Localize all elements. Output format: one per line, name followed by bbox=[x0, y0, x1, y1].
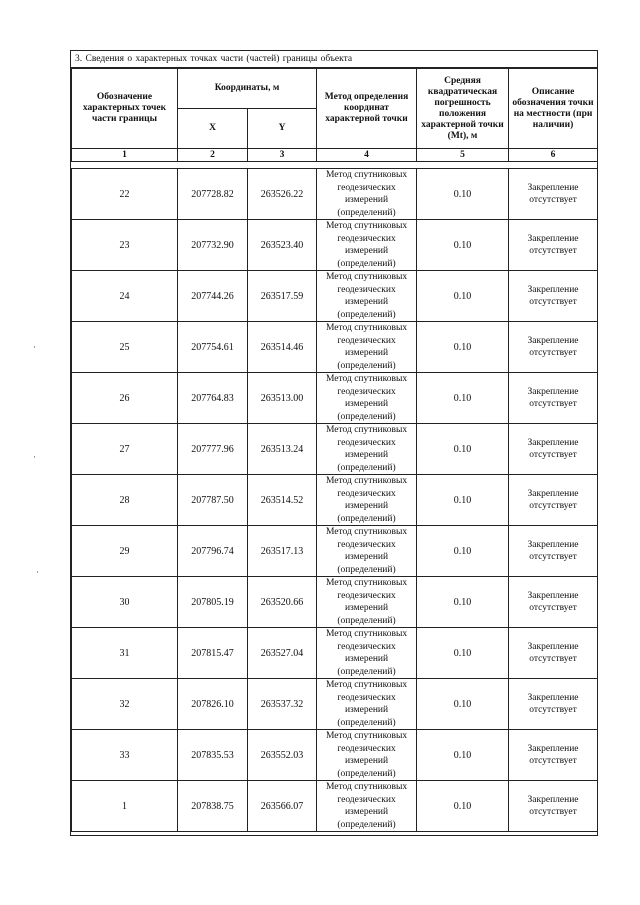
cell-y: 263537.32 bbox=[248, 679, 317, 730]
document-sheet bbox=[70, 50, 598, 836]
cell-description: Закрепление отсутствует bbox=[509, 628, 598, 679]
header-coordinates: Координаты, м bbox=[178, 69, 317, 109]
cell-point: 29 bbox=[72, 526, 178, 577]
cell-x: 207805.19 bbox=[178, 577, 248, 628]
cell-method: Метод спутниковых геодезических измерений (определений) bbox=[317, 424, 417, 475]
cell-method: Метод спутниковых геодезических измерений (определений) bbox=[317, 526, 417, 577]
table-row bbox=[72, 373, 598, 424]
header-description: Описание обозначения точки на местности (при наличии) bbox=[509, 69, 598, 149]
cell-error: 0.10 bbox=[417, 781, 509, 832]
cell-y: 263513.24 bbox=[248, 424, 317, 475]
column-number: 2 bbox=[178, 149, 248, 162]
column-number: 1 bbox=[72, 149, 178, 162]
margin-mark: · bbox=[33, 452, 36, 462]
table-row bbox=[72, 424, 598, 475]
cell-y: 263552.03 bbox=[248, 730, 317, 781]
cell-point: 28 bbox=[72, 475, 178, 526]
cell-description: Закрепление отсутствует bbox=[509, 679, 598, 730]
cell-error: 0.10 bbox=[417, 679, 509, 730]
margin-mark: · bbox=[33, 342, 36, 352]
cell-description: Закрепление отсутствует bbox=[509, 424, 598, 475]
header-designation: Обозначение характерных точек части границы bbox=[72, 69, 178, 149]
header-x: X bbox=[178, 109, 248, 149]
cell-error: 0.10 bbox=[417, 169, 509, 220]
cell-error: 0.10 bbox=[417, 424, 509, 475]
table-row bbox=[72, 169, 598, 220]
cell-point: 23 bbox=[72, 220, 178, 271]
cell-point: 26 bbox=[72, 373, 178, 424]
column-number: 4 bbox=[317, 149, 417, 162]
cell-description: Закрепление отсутствует bbox=[509, 271, 598, 322]
table-row bbox=[72, 220, 598, 271]
cell-error: 0.10 bbox=[417, 628, 509, 679]
section-caption: 3. Сведения о характерных точках части (частей) границы объекта bbox=[71, 51, 597, 68]
cell-method: Метод спутниковых геодезических измерений (определений) bbox=[317, 730, 417, 781]
cell-error: 0.10 bbox=[417, 373, 509, 424]
cell-method: Метод спутниковых геодезических измерений (определений) bbox=[317, 628, 417, 679]
cell-point: 33 bbox=[72, 730, 178, 781]
cell-y: 263517.13 bbox=[248, 526, 317, 577]
cell-x: 207754.61 bbox=[178, 322, 248, 373]
cell-method: Метод спутниковых геодезических измерений (определений) bbox=[317, 373, 417, 424]
cell-error: 0.10 bbox=[417, 730, 509, 781]
cell-method: Метод спутниковых геодезических измерений (определений) bbox=[317, 475, 417, 526]
cell-point: 31 bbox=[72, 628, 178, 679]
column-number-row bbox=[72, 149, 598, 162]
cell-method: Метод спутниковых геодезических измерений (определений) bbox=[317, 577, 417, 628]
cell-y: 263514.46 bbox=[248, 322, 317, 373]
header-row bbox=[72, 69, 598, 109]
cell-description: Закрепление отсутствует bbox=[509, 730, 598, 781]
cell-y: 263517.59 bbox=[248, 271, 317, 322]
cell-point: 30 bbox=[72, 577, 178, 628]
cell-x: 207815.47 bbox=[178, 628, 248, 679]
cell-y: 263566.07 bbox=[248, 781, 317, 832]
cell-x: 207835.53 bbox=[178, 730, 248, 781]
margin-mark: · bbox=[36, 567, 39, 577]
header-error: Средняя квадратическая погрешность положения характерной точки (Mt), м bbox=[417, 69, 509, 149]
table-row bbox=[72, 628, 598, 679]
column-number: 5 bbox=[417, 149, 509, 162]
cell-description: Закрепление отсутствует bbox=[509, 781, 598, 832]
cell-description: Закрепление отсутствует bbox=[509, 373, 598, 424]
cell-description: Закрепление отсутствует bbox=[509, 475, 598, 526]
cell-x: 207826.10 bbox=[178, 679, 248, 730]
header-method: Метод определения координат характерной точки bbox=[317, 69, 417, 149]
cell-x: 207728.82 bbox=[178, 169, 248, 220]
cell-description: Закрепление отсутствует bbox=[509, 577, 598, 628]
cell-error: 0.10 bbox=[417, 526, 509, 577]
header-y: Y bbox=[248, 109, 317, 149]
cell-y: 263514.52 bbox=[248, 475, 317, 526]
table-row bbox=[72, 526, 598, 577]
cell-error: 0.10 bbox=[417, 475, 509, 526]
cell-method: Метод спутниковых геодезических измерений (определений) bbox=[317, 169, 417, 220]
cell-description: Закрепление отсутствует bbox=[509, 322, 598, 373]
cell-method: Метод спутниковых геодезических измерений (определений) bbox=[317, 679, 417, 730]
cell-point: 1 bbox=[72, 781, 178, 832]
cell-point: 24 bbox=[72, 271, 178, 322]
cell-error: 0.10 bbox=[417, 220, 509, 271]
cell-x: 207838.75 bbox=[178, 781, 248, 832]
cell-description: Закрепление отсутствует bbox=[509, 220, 598, 271]
cell-y: 263523.40 bbox=[248, 220, 317, 271]
table-row bbox=[72, 679, 598, 730]
cell-point: 25 bbox=[72, 322, 178, 373]
cell-method: Метод спутниковых геодезических измерений (определений) bbox=[317, 781, 417, 832]
cell-x: 207796.74 bbox=[178, 526, 248, 577]
table-row bbox=[72, 475, 598, 526]
spacer-row bbox=[72, 162, 598, 169]
cell-description: Закрепление отсутствует bbox=[509, 526, 598, 577]
cell-x: 207777.96 bbox=[178, 424, 248, 475]
cell-y: 263526.22 bbox=[248, 169, 317, 220]
cell-error: 0.10 bbox=[417, 271, 509, 322]
column-number: 3 bbox=[248, 149, 317, 162]
cell-method: Метод спутниковых геодезических измерений (определений) bbox=[317, 322, 417, 373]
cell-point: 32 bbox=[72, 679, 178, 730]
cell-y: 263520.66 bbox=[248, 577, 317, 628]
table-row bbox=[72, 730, 598, 781]
column-number: 6 bbox=[509, 149, 598, 162]
cell-method: Метод спутниковых геодезических измерений (определений) bbox=[317, 271, 417, 322]
cell-description: Закрепление отсутствует bbox=[509, 169, 598, 220]
cell-point: 22 bbox=[72, 169, 178, 220]
table-row bbox=[72, 271, 598, 322]
cell-x: 207787.50 bbox=[178, 475, 248, 526]
cell-x: 207732.90 bbox=[178, 220, 248, 271]
table-row bbox=[72, 322, 598, 373]
cell-error: 0.10 bbox=[417, 322, 509, 373]
table-row bbox=[72, 781, 598, 832]
cell-y: 263527.04 bbox=[248, 628, 317, 679]
boundary-points-table bbox=[71, 68, 598, 832]
table-body bbox=[72, 169, 598, 832]
cell-x: 207744.26 bbox=[178, 271, 248, 322]
cell-point: 27 bbox=[72, 424, 178, 475]
cell-y: 263513.00 bbox=[248, 373, 317, 424]
table-row bbox=[72, 577, 598, 628]
cell-x: 207764.83 bbox=[178, 373, 248, 424]
cell-error: 0.10 bbox=[417, 577, 509, 628]
cell-method: Метод спутниковых геодезических измерений (определений) bbox=[317, 220, 417, 271]
